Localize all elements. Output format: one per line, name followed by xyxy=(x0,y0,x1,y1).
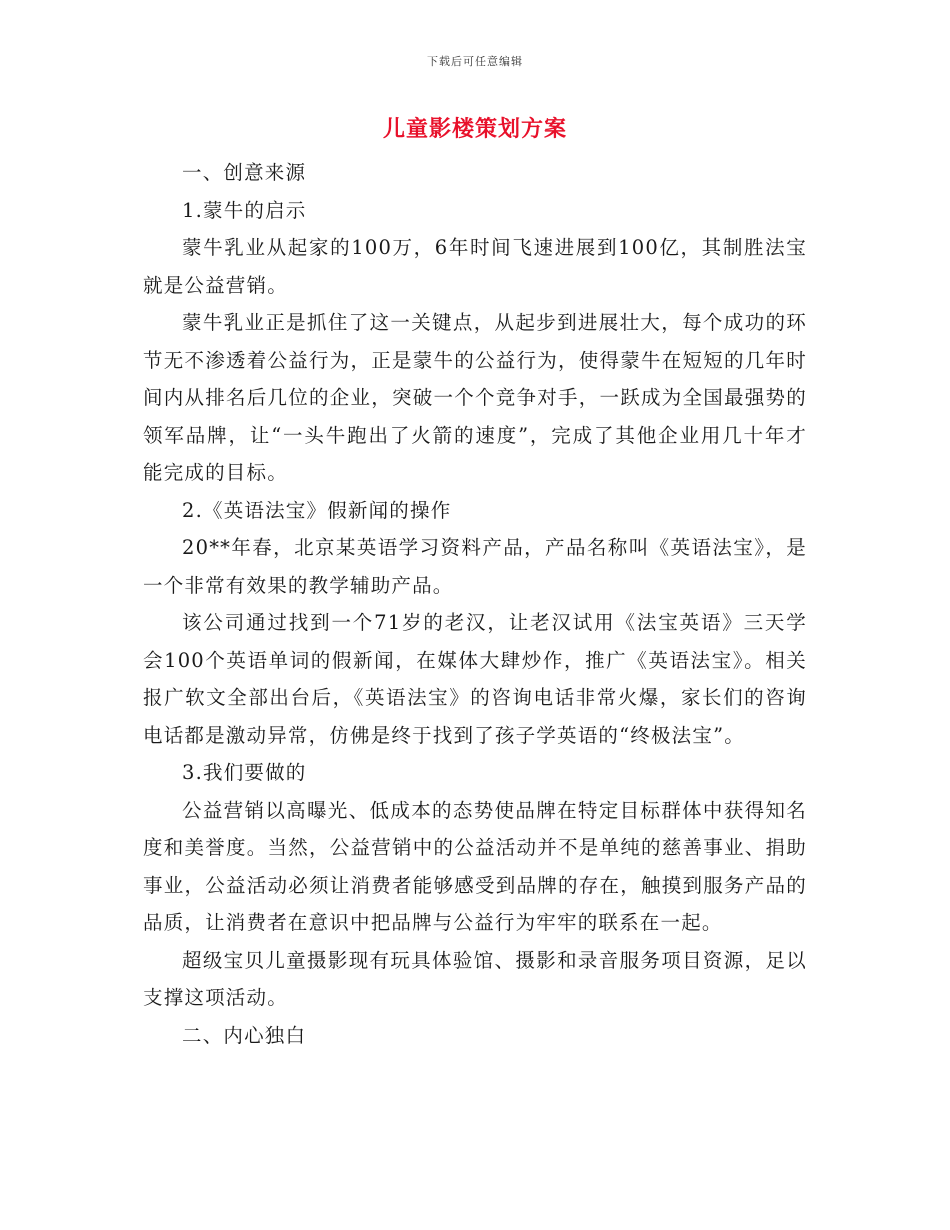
paragraph: 蒙牛乳业正是抓住了这一关键点，从起步到进展壮大，每个成功的环节无不渗透着公益行为，正是蒙牛的公益行为，使得蒙牛在短短的几年时间内从排名后几位的企业，突破一个个竞争对手，一跃成为全国最强势的领军品牌，让“一头牛跑出了火箭的速度”，完成了其他企业用几十年才能完成的目标。 xyxy=(143,311,807,484)
subsection-heading-2: 2.《英语法宝》假新闻的操作 xyxy=(182,498,452,522)
header-note: 下载后可任意编辑 xyxy=(427,55,523,68)
section-heading-2: 二、内心独白 xyxy=(182,1023,307,1047)
document-body xyxy=(143,154,807,1054)
paragraph: 20**年春，北京某英语学习资料产品，产品名称叫《英语法宝》，是一个非常有效果的教学辅助产品。 xyxy=(143,536,807,597)
subsection-heading-1: 1.蒙牛的启示 xyxy=(182,198,307,222)
paragraph: 蒙牛乳业从起家的100万，6年时间飞速进展到100亿，其制胜法宝就是公益营销。 xyxy=(143,236,807,297)
section-heading-1: 一、创意来源 xyxy=(182,161,307,184)
subsection-heading-3: 3.我们要做的 xyxy=(182,761,307,784)
paragraph: 公益营销以高曝光、低成本的态势使品牌在特定目标群体中获得知名度和美誉度。当然，公益营销中的公益活动并不是单纯的慈善事业、捐助事业，公益活动必须让消费者能够感受到品牌的存在，触摸到服务产品的品质，让消费者在意识中把品牌与公益行为牢牢的联系在一起。 xyxy=(143,798,807,934)
paragraph: 超级宝贝儿童摄影现有玩具体验馆、摄影和录音服务项目资源，足以支撑这项活动。 xyxy=(143,948,807,1009)
paragraph: 该公司通过找到一个71岁的老汉，让老汉试用《法宝英语》三天学会100个英语单词的假新闻，在媒体大肆炒作，推广《英语法宝》。相关报广软文全部出台后，《英语法宝》的咨询电话非常火爆，家长们的咨询电话都是激动异常，仿佛是终于找到了孩子学英语的“终极法宝”。 xyxy=(143,611,807,747)
document-title: 儿童影楼策划方案 xyxy=(382,116,567,142)
